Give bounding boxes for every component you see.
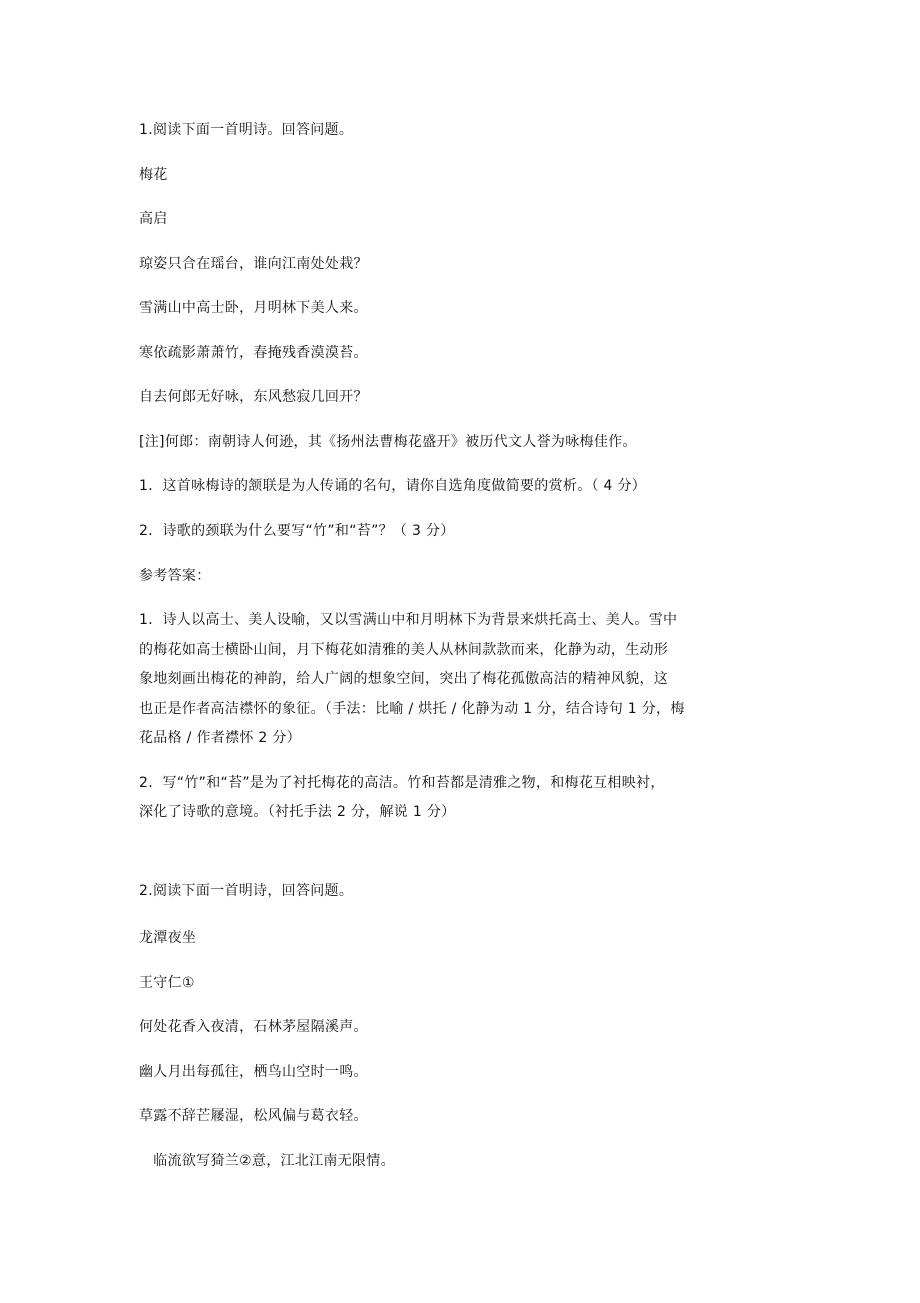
q2-poem-line: 草露不辞芒屦湿，松风偏与葛衣轻。 (139, 1108, 368, 1124)
q2-header: 2.阅读下面一首明诗，回答问题。 (139, 883, 354, 899)
answer-heading: 参考答案： (139, 568, 211, 584)
q1-poem-title: 梅花 (139, 167, 168, 183)
answer-1-line: 象地刻画出梅花的神韵，给人广阔的想象空间，突出了梅花孤傲高洁的精神风貌，这 (139, 671, 669, 687)
q1-question-1: 1．这首咏梅诗的颔联是为人传诵的名句，请你自选角度做简要的赏析。（ 4 分） (139, 478, 647, 494)
q2-poem-line: 幽人月出每孤往，栖鸟山空时一鸣。 (139, 1064, 368, 1080)
q1-note: [注]何郎：南朝诗人何逊，其《扬州法曹梅花盛开》被历代文人誉为咏梅佳作。 (139, 434, 637, 450)
answer-2-line: 深化了诗歌的意境。（衬托手法 2 分，解说 1 分） (139, 804, 456, 820)
answer-1-line: 花品格 / 作者襟怀 2 分） (139, 730, 301, 746)
q2-poem-author: 王守仁① (139, 975, 195, 991)
q1-poem-line: 雪满山中高士卧，月明林下美人来。 (139, 300, 368, 316)
answer-1-line: 的梅花如高士横卧山间，月下梅花如清雅的美人从林间款款而来，化静为动，生动形 (139, 642, 669, 658)
q1-poem-line: 琼姿只合在瑶台，谁向江南处处栽？ (139, 256, 368, 272)
answer-1-line: 也正是作者高洁襟怀的象征。（手法：比喻 / 烘托 / 化静为动 1 分，结合诗句 1 分，梅 (139, 701, 685, 717)
q1-poem-author: 高启 (139, 211, 168, 227)
q1-poem-line: 寒依疏影萧萧竹，春掩残香漠漠苔。 (139, 345, 368, 361)
q1-header: 1.阅读下面一首明诗。回答问题。 (139, 122, 354, 138)
q2-poem-line: 临流欲写猗兰②意，江北江南无限情。 (139, 1153, 395, 1169)
q2-poem-title: 龙潭夜坐 (139, 930, 197, 946)
q2-poem-line: 何处花香入夜清，石林茅屋隔溪声。 (139, 1019, 368, 1035)
answer-1-line: 1．诗人以高士、美人设喻，又以雪满山中和月明林下为背景来烘托高士、美人。雪中 (139, 612, 678, 628)
answer-2-line: 2．写“竹”和“苔”是为了衬托梅花的高洁。竹和苔都是清雅之物，和梅花互相映衬， (139, 775, 665, 791)
q1-question-2: 2．诗歌的颈联为什么要写“竹”和“苔”？（ 3 分） (139, 523, 455, 539)
q1-poem-line: 自去何郎无好咏，东风愁寂几回开？ (139, 389, 368, 405)
